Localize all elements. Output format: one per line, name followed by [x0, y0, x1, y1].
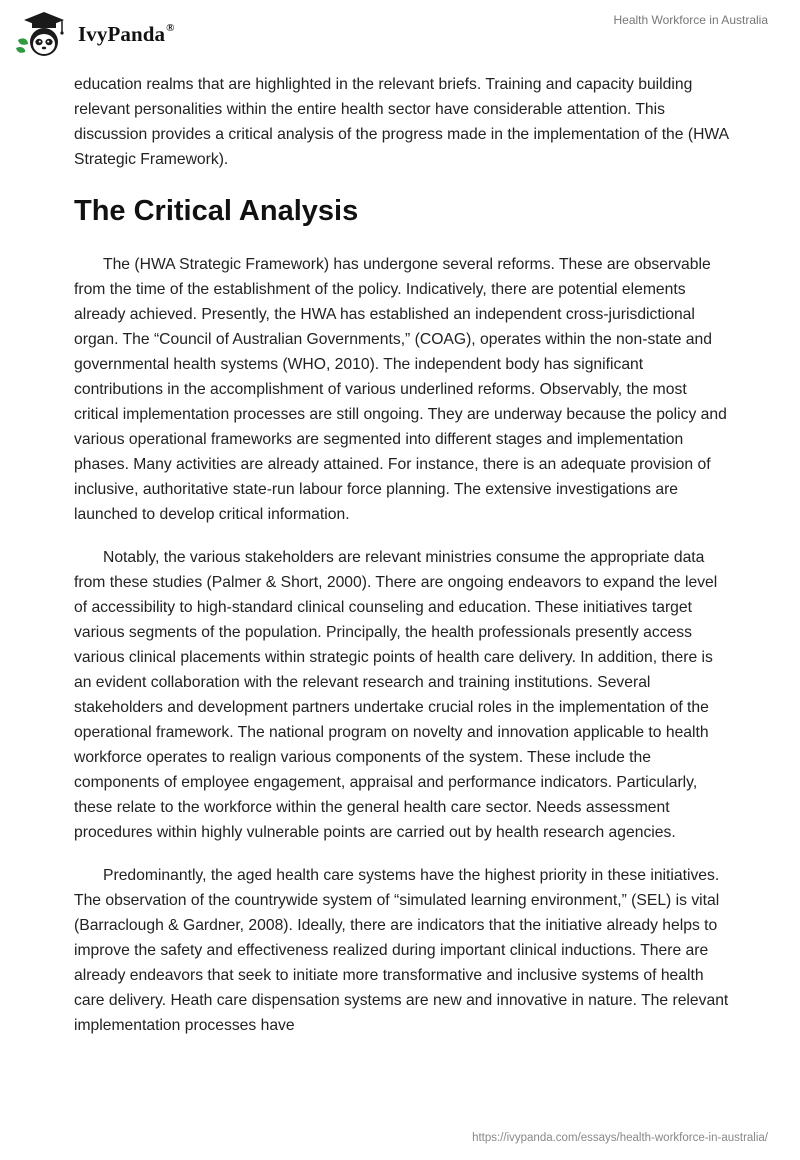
registered-mark: ®: [166, 21, 175, 34]
document-title: Health Workforce in Australia: [613, 13, 768, 27]
source-url-link[interactable]: https://ivypanda.com/essays/health-workforce-in-australia/: [472, 1132, 768, 1144]
page-header: [0, 0, 800, 70]
section-heading: The Critical Analysis: [74, 195, 359, 227]
ivypanda-logo[interactable]: [14, 10, 175, 58]
intro-paragraph: education realms that are highlighted in the relevant briefs. Training and capacity building relevant personalities within the entire health sector have considerable attention. This discussion provides a critical analysis of the progress made in the implementation of the (HWA Strategic Framework).: [74, 76, 729, 168]
panda-logo-icon: [14, 10, 70, 58]
essay-content: [74, 72, 734, 1056]
body-paragraph-2: Notably, the various stakeholders are relevant ministries consume the appropriate data from these studies (Palmer & Short, 2000). There are ongoing endeavors to expand the level of accessibility to high-standard clinical counseling and education. These initiatives target various segments of the population. Principally, the health professionals presently access various clinical placements within strategic points of health care delivery. In addition, there is an evident collaboration with the relevant research and training institutions. Several stakeholders and development partners undertake crucial roles in the implementation of the operational framework. The national program on novelty and innovation applicable to health workforce operates to realign various components of the system. These include the components of employee engagement, appraisal and performance indicators. Particularly, these relate to the workforce within the general health care sector. Needs assessment procedures within highly vulnerable points are carried out by health research agencies.: [74, 549, 718, 841]
body-paragraph-1: The (HWA Strategic Framework) has undergone several reforms. These are observable from the time of the establishment of the policy. Indicatively, there are potential elements already achieved. Presently, the HWA has established an independent cross-jurisdictional organ. The “Council of Australian Governments,” (COAG), operates within the non-state and governmental health systems (WHO, 2010). The independent body has significant contributions in the accomplishment of various underlined reforms. Observably, the most critical implementation processes are still ongoing. They are underway because the policy and various operational frameworks are segmented into different stages and implementation phases. Many activities are already attained. For instance, there is an adequate provision of inclusive, authoritative state-run labour force planning. The extensive investigations are launched to develop critical information.: [74, 256, 727, 523]
brand-name: IvyPanda®: [78, 21, 175, 46]
body-paragraph-3: Predominantly, the aged health care systems have the highest priority in these initiatives. The observation of the countrywide system of “simulated learning environment,” (SEL) is vital (Barraclough & Gardner, 2008). Ideally, there are indicators that the initiative already helps to improve the safety and effectiveness realized during important clinical inductions. There are already endeavors that seek to initiate more transformative and inclusive systems of health care delivery. Heath care dispensation systems are new and innovative in nature. The relevant implementation processes have: [74, 867, 729, 1034]
